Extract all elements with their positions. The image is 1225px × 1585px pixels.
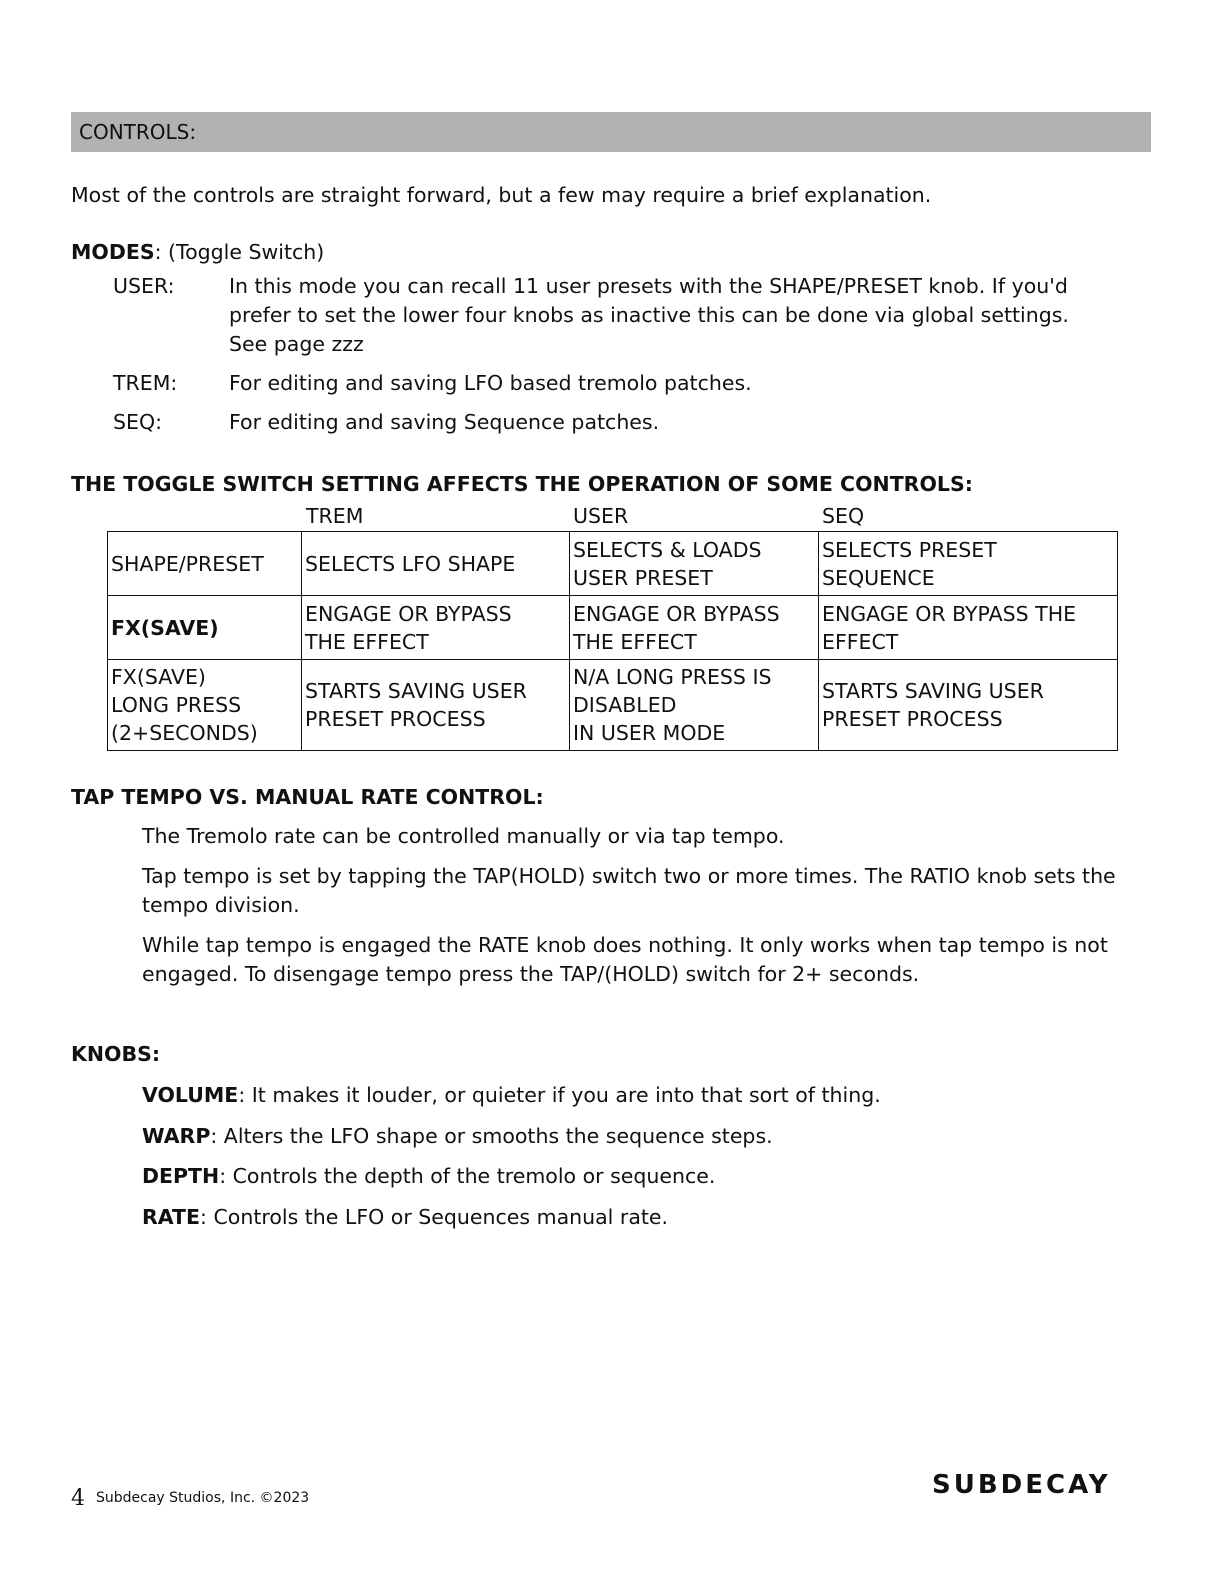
toggle-settings-table	[107, 531, 1118, 751]
intro-text: Most of the controls are straight forward, but a few may require a brief explanation.	[71, 183, 932, 207]
mode-trem-label: TREM:	[113, 371, 178, 395]
table-cell-control: FX(SAVE)	[108, 596, 302, 660]
modes-heading	[71, 238, 324, 267]
table-cell-user: ENGAGE OR BYPASS THE EFFECT	[570, 596, 819, 660]
table-cell-user: SELECTS & LOADS USER PRESET	[570, 532, 819, 596]
toggle-table-heading: THE TOGGLE SWITCH SETTING AFFECTS THE OPERATION OF SOME CONTROLS:	[71, 472, 973, 496]
mode-user-desc-line-2: prefer to set the lower four knobs as inactive this can be done via global settings.	[229, 303, 1069, 327]
tap-tempo-paragraph-2: Tap tempo is set by tapping the TAP(HOLD) switch two or more times. The RATIO knob sets the tempo division.	[142, 864, 1116, 917]
mode-trem-desc: For editing and saving LFO based tremolo patches.	[229, 371, 752, 395]
table-cell-control: FX(SAVE) LONG PRESS (2+SECONDS)	[108, 660, 302, 751]
knob-rate-desc: : Controls the LFO or Sequences manual rate.	[200, 1205, 669, 1229]
brand-logo: SUBDECAY	[932, 1470, 1111, 1500]
column-header-user: USER	[573, 504, 629, 528]
knob-volume	[142, 1081, 881, 1110]
knobs-heading: KNOBS:	[71, 1042, 161, 1066]
page-number: 4	[71, 1486, 85, 1511]
knob-rate	[142, 1203, 668, 1232]
mode-seq-label: SEQ:	[113, 410, 163, 434]
knob-warp-name: WARP	[142, 1124, 211, 1148]
tap-tempo-paragraph-3: While tap tempo is engaged the RATE knob does nothing. It only works when tap tempo is not engaged. To disengage tempo press the TAP/(HOLD) switch for 2+ seconds.	[142, 933, 1108, 986]
knob-rate-name: RATE	[142, 1205, 201, 1229]
modes-heading-suffix: : (Toggle Switch)	[154, 240, 325, 264]
modes-heading-label: MODES	[71, 240, 155, 264]
mode-seq-desc: For editing and saving Sequence patches.	[229, 410, 660, 434]
knob-volume-name: VOLUME	[142, 1083, 239, 1107]
table-cell-control: SHAPE/PRESET	[108, 532, 302, 596]
table-cell-seq: SELECTS PRESET SEQUENCE	[819, 532, 1118, 596]
table-cell-trem: STARTS SAVING USER PRESET PROCESS	[302, 660, 570, 751]
tap-tempo-paragraph-1: The Tremolo rate can be controlled manually or via tap tempo.	[142, 824, 785, 848]
knob-warp	[142, 1122, 773, 1151]
section-title-bar	[71, 112, 1151, 152]
mode-user-desc-line-3: See page zzz	[229, 332, 364, 356]
table-cell-seq: ENGAGE OR BYPASS THE EFFECT	[819, 596, 1118, 660]
knob-depth-desc: : Controls the depth of the tremolo or sequence.	[219, 1164, 716, 1188]
table-cell-user: N/A LONG PRESS IS DISABLED IN USER MODE	[570, 660, 819, 751]
column-header-seq: SEQ	[822, 504, 865, 528]
table-row	[108, 532, 1118, 596]
section-title: CONTROLS:	[79, 120, 197, 144]
knob-warp-desc: : Alters the LFO shape or smooths the sequence steps.	[210, 1124, 773, 1148]
table-cell-seq: STARTS SAVING USER PRESET PROCESS	[819, 660, 1118, 751]
table-row	[108, 660, 1118, 751]
knob-depth	[142, 1162, 715, 1191]
knob-depth-name: DEPTH	[142, 1164, 220, 1188]
column-header-trem: TREM	[306, 504, 364, 528]
knob-volume-desc: : It makes it louder, or quieter if you are into that sort of thing.	[238, 1083, 881, 1107]
table-cell-trem: SELECTS LFO SHAPE	[302, 532, 570, 596]
footer-copyright: Subdecay Studios, Inc. ©2023	[96, 1490, 310, 1506]
table-cell-trem: ENGAGE OR BYPASS THE EFFECT	[302, 596, 570, 660]
mode-user-desc-line-1: In this mode you can recall 11 user presets with the SHAPE/PRESET knob. If you'd	[229, 274, 1068, 298]
table-row	[108, 596, 1118, 660]
tap-tempo-heading: TAP TEMPO VS. MANUAL RATE CONTROL:	[71, 785, 544, 809]
mode-user-label: USER:	[113, 274, 175, 298]
